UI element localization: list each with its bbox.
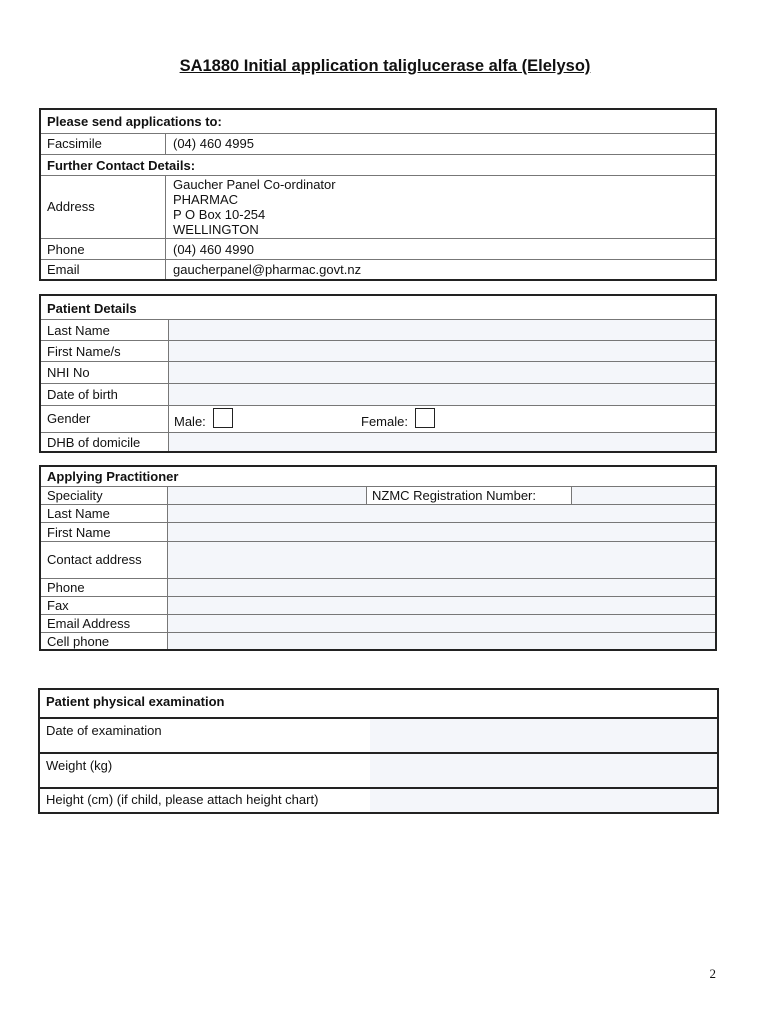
patient-last-name-label: Last Name (47, 323, 110, 338)
female-label: Female: (361, 414, 408, 429)
nzmc-label: NZMC Registration Number: (372, 488, 536, 503)
male-label: Male: (174, 414, 206, 429)
contact-details-table (39, 108, 717, 281)
send-applications-header: Please send applications to: (47, 114, 222, 129)
address-line: P O Box 10-254 (173, 207, 266, 222)
address-line: WELLINGTON (173, 222, 259, 237)
nhi-label: NHI No (47, 365, 90, 380)
practitioner-first-name-field[interactable] (167, 523, 715, 541)
exam-header: Patient physical examination (46, 694, 225, 709)
dhb-label: DHB of domicile (47, 435, 141, 450)
height-label: Height (cm) (if child, please attach height chart) (46, 792, 319, 807)
dob-field[interactable] (168, 384, 715, 405)
cell-phone-label: Cell phone (47, 634, 110, 649)
contact-address-field[interactable] (167, 542, 715, 578)
nzmc-cell (366, 487, 572, 505)
facsimile-value: (04) 460 4995 (173, 136, 254, 151)
facsimile-label: Facsimile (47, 136, 102, 151)
phone-label: Phone (47, 242, 85, 257)
practitioner-header: Applying Practitioner (47, 469, 179, 484)
first-names-field[interactable] (168, 341, 715, 361)
practitioner-phone-label: Phone (47, 580, 85, 595)
address-line: PHARMAC (173, 192, 239, 207)
weight-field[interactable] (370, 754, 717, 787)
gender-label: Gender (47, 411, 91, 426)
practitioner-last-name-field[interactable] (167, 505, 715, 522)
practitioner-table (39, 465, 717, 651)
page-number: 2 (709, 966, 716, 981)
patient-details-table (39, 294, 717, 453)
last-name-field[interactable] (168, 320, 715, 340)
exam-date-label: Date of examination (46, 723, 162, 738)
contact-address-label: Contact address (47, 552, 142, 567)
address-label: Address (47, 199, 95, 214)
practitioner-phone-field[interactable] (167, 579, 715, 596)
fax-field[interactable] (167, 597, 715, 614)
fax-label: Fax (47, 598, 69, 613)
email-address-label: Email Address (47, 616, 131, 631)
exam-date-field[interactable] (370, 719, 717, 752)
email-address-field[interactable] (167, 615, 715, 632)
male-checkbox[interactable] (213, 408, 233, 428)
practitioner-first-name-label: First Name (47, 525, 111, 540)
cell-phone-field[interactable] (167, 633, 715, 649)
height-field[interactable] (370, 789, 717, 812)
dhb-field[interactable] (168, 433, 715, 451)
physical-exam-table (38, 688, 719, 814)
address-line: Gaucher Panel Co-ordinator (173, 177, 336, 192)
female-checkbox[interactable] (415, 408, 435, 428)
phone-value: (04) 460 4990 (173, 242, 254, 257)
email-value: gaucherpanel@pharmac.govt.nz (173, 262, 362, 277)
speciality-label: Speciality (47, 488, 103, 503)
patient-first-names-label: First Name/s (47, 344, 121, 359)
address-value (173, 177, 336, 237)
page-title: SA1880 Initial application taliglucerase alfa (Elelyso) (179, 57, 591, 75)
weight-label: Weight (kg) (46, 758, 113, 773)
email-label: Email (47, 262, 80, 277)
dob-label: Date of birth (47, 387, 118, 402)
patient-details-header: Patient Details (47, 301, 137, 316)
further-contact-header: Further Contact Details: (47, 158, 196, 173)
nhi-field[interactable] (168, 362, 715, 383)
practitioner-last-name-label: Last Name (47, 506, 110, 521)
